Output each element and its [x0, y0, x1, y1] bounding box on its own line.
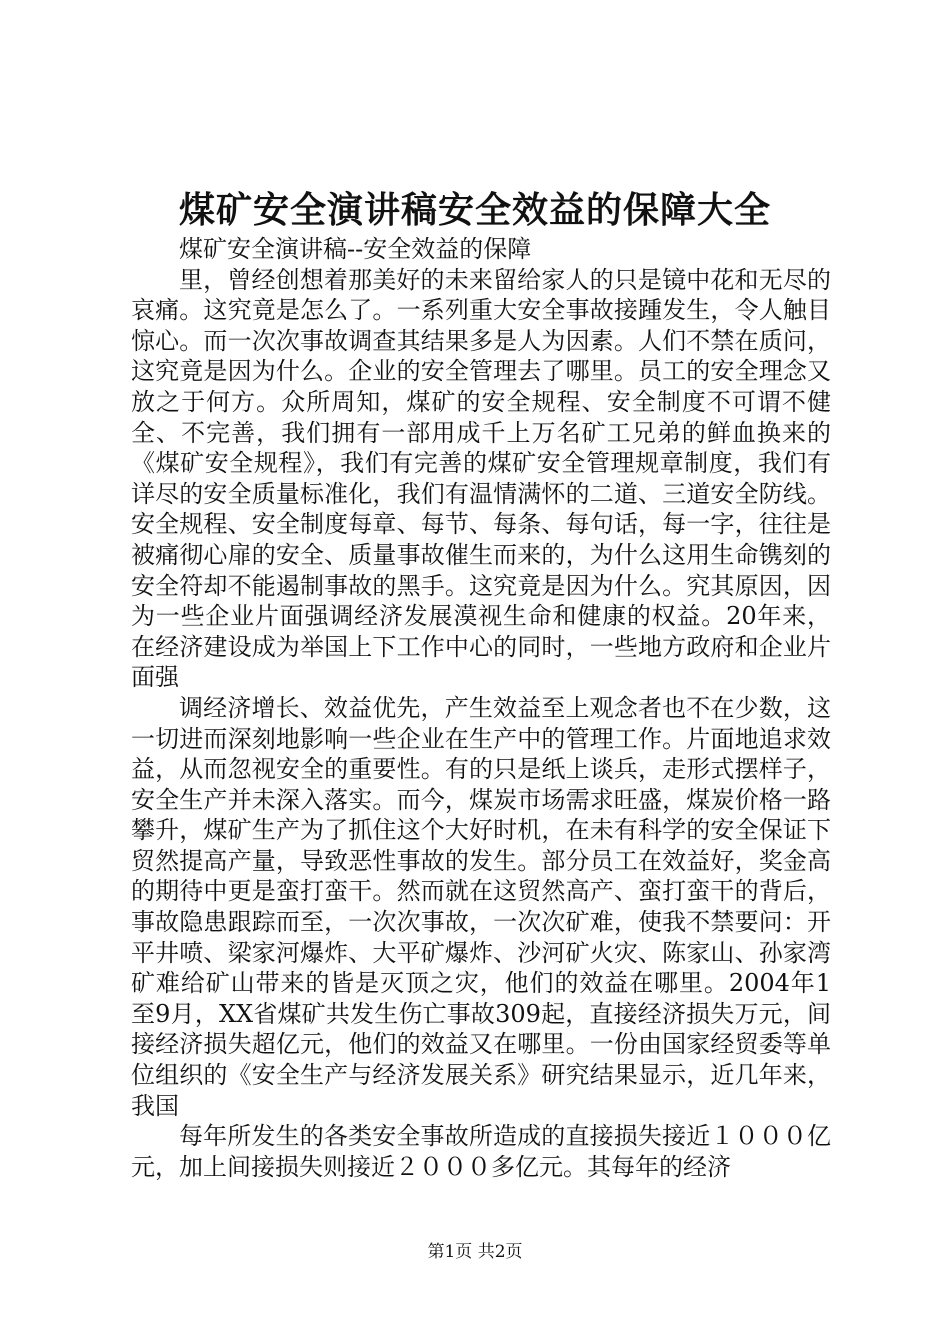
document-title: 煤矿安全演讲稿安全效益的保障大全: [178, 189, 771, 231]
page-footer: 第1页 共2页: [427, 1242, 523, 1262]
subtitle-paragraph: 煤矿安全演讲稿--安全效益的保障: [179, 235, 532, 263]
body-paragraph: 每年所发生的各类安全事故所造成的直接损失接近１０００亿元，加上间接损失则接近２０００多亿元。其每年的经济: [131, 1122, 831, 1181]
document-body: [131, 234, 831, 1182]
body-paragraph: 调经济增长、效益优先，产生效益至上观念者也不在少数，这一切进而深刻地影响一些企业在生产中的管理工作。片面地追求效益，从而忽视安全的重要性。有的只是纸上谈兵，走形式摆样子，安全生产并未深入落实。而今，煤炭市场需求旺盛，煤炭价格一路攀升，煤矿生产为了抓住这个大好时机，在未有科学的安全保证下贸然提高产量，导致恶性事故的发生。部分员工在效益好，奖金高的期待中更是蛮打蛮干。然而就在这贸然高产、蛮打蛮干的背后，事故隐患跟踪而至，一次次事故，一次次矿难，使我不禁要问：开平井喷、梁家河爆炸、大平矿爆炸、沙河矿火灾、陈家山、孙家湾矿难给矿山带来的皆是灭顶之灾，他们的效益在哪里。2004年1至9月，XX省煤矿共发生伤亡事故309起，直接经济损失万元，间接经济损失超亿元，他们的效益又在哪里。一份由国家经贸委等单位组织的《安全生产与经济发展关系》研究结果显示，近几年来，我国: [131, 693, 831, 1120]
body-paragraph: 里，曾经创想着那美好的未来留给家人的只是镜中花和无尽的哀痛。这究竟是怎么了。一系列重大安全事故接踵发生，令人触目惊心。而一次次事故调查其结果多是人为因素。人们不禁在质问，这究竟是因为什么。企业的安全管理去了哪里。员工的安全理念又放之于何方。众所周知，煤矿的安全规程、安全制度不可谓不健全、不完善，我们拥有一部用成千上万名矿工兄弟的鲜血换来的《煤矿安全规程》，我们有完善的煤矿安全管理规章制度，我们有详尽的安全质量标准化，我们有温情满怀的二道、三道安全防线。安全规程、安全制度每章、每节、每条、每句话，每一字，往往是被痛彻心扉的安全、质量事故催生而来的，为什么这用生命镌刻的安全符却不能遏制事故的黑手。这究竟是因为什么。究其原因，因为一些企业片面强调经济发展漠视生命和健康的权益。20年来，在经济建设成为举国上下工作中心的同时，一些地方政府和企业片面强: [131, 265, 831, 692]
